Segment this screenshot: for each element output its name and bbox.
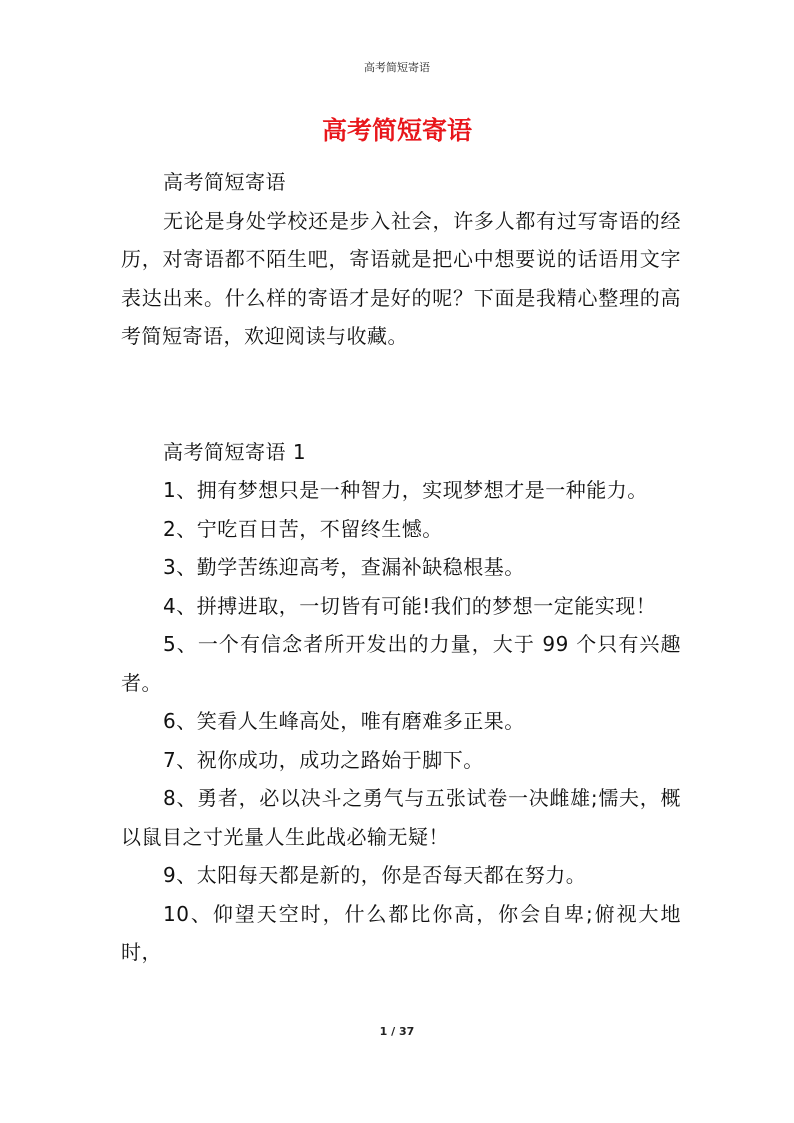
- list-item: 8、勇者，必以决斗之勇气与五张试卷一决雌雄;懦夫，概以鼠目之寸光量人生此战必输无疑！: [121, 786, 681, 849]
- list-item: 7、祝你成功，成功之路始于脚下。: [163, 747, 484, 772]
- list-item: 10、仰望天空时，什么都比你高，你会自卑;俯视大地时，: [121, 901, 681, 964]
- list-item: 1、拥有梦想只是一种智力，实现梦想才是一种能力。: [163, 478, 648, 502]
- list-item: 4、拼搏进取，一切皆有可能!我们的梦想一定能实现！: [163, 593, 657, 618]
- page-number: 1 / 37: [379, 1025, 415, 1038]
- list-item: 9、太阳每天都是新的，你是否每天都在努力。: [163, 863, 587, 887]
- running-header: 高考简短寄语: [364, 61, 430, 74]
- list-item: 2、宁吃百日苦，不留终生憾。: [163, 516, 443, 541]
- list-item: 3、勤学苦练迎高考，查漏补缺稳根基。: [163, 555, 525, 579]
- intro-heading: 高考简短寄语: [163, 170, 286, 194]
- document-title: 高考简短寄语: [321, 116, 472, 145]
- document-body: [121, 163, 681, 972]
- intro-paragraph: 无论是身处学校还是步入社会，许多人都有过写寄语的经历，对寄语都不陌生吧，寄语就是把心中想要说的话语用文字表达出来。什么样的寄语才是好的呢？下面是我精心整理的高考简短寄语，欢迎阅读与收藏。: [121, 208, 681, 348]
- section-heading: 高考简短寄语 1: [163, 439, 307, 464]
- list-item: 5、一个有信念者所开发出的力量，大于 99 个只有兴趣者。: [121, 632, 681, 695]
- list-item: 6、笑看人生峰高处，唯有磨难多正果。: [163, 709, 525, 733]
- blank-space: [121, 356, 681, 433]
